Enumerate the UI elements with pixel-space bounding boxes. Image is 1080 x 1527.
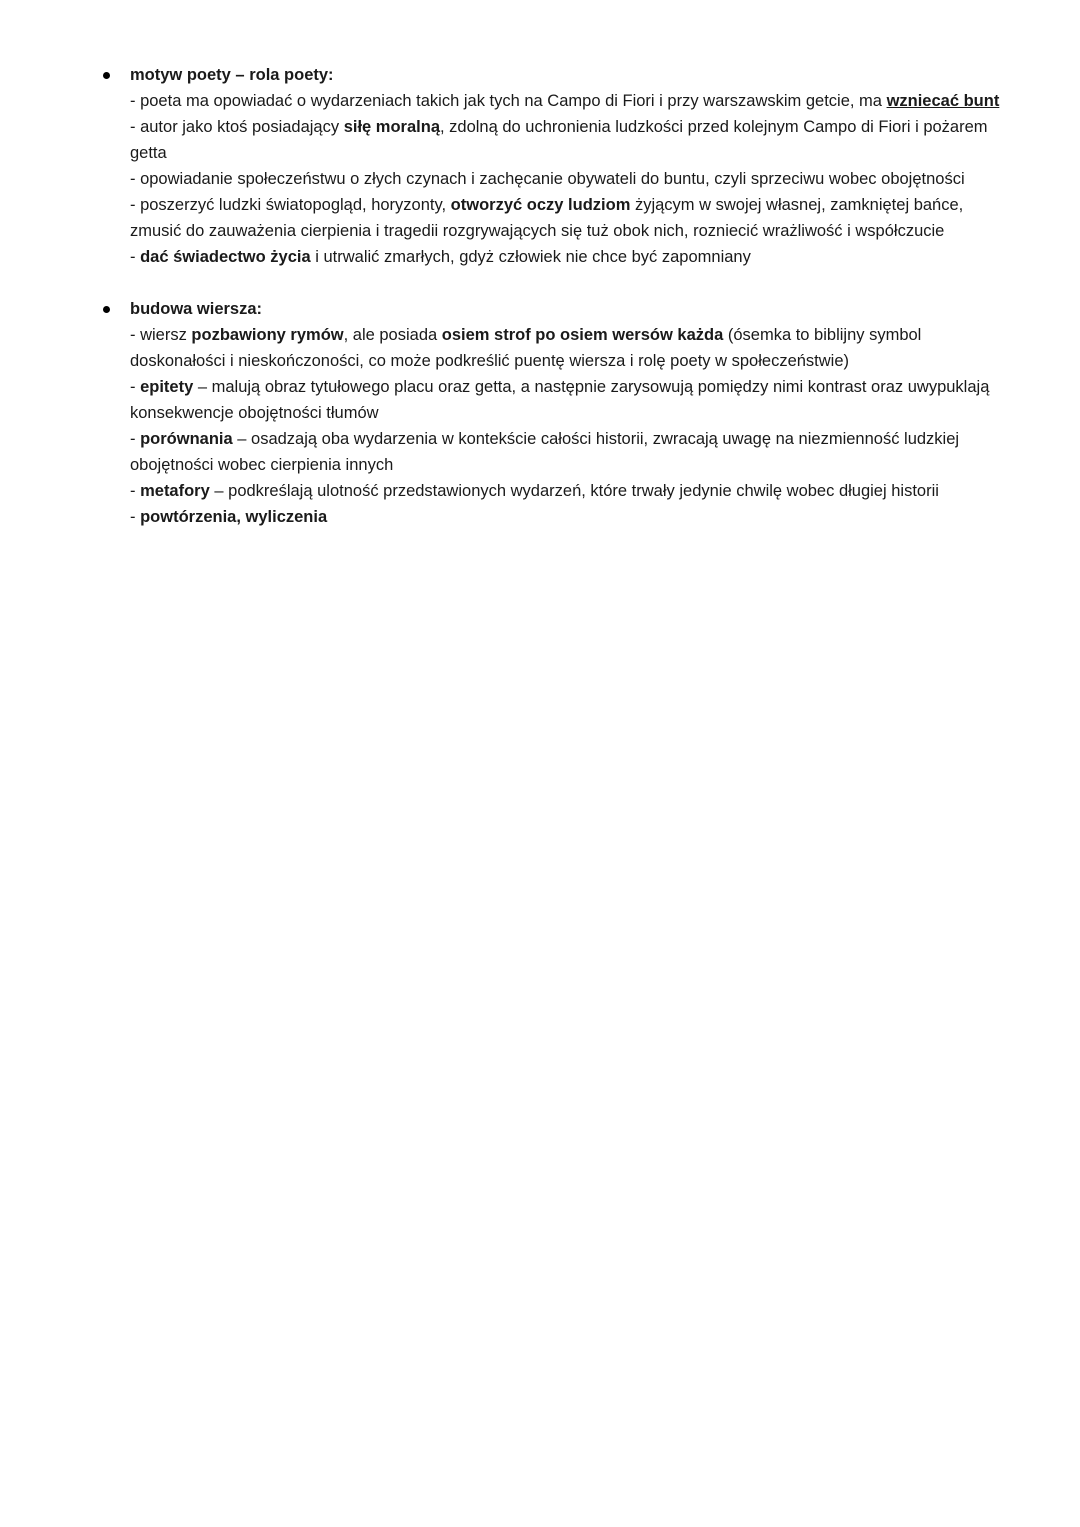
text-run: żyjącym w swojej własnej, zamkniętej bańce, zmusić do zauważenia cierpienia i tragedii rozgrywających się tuż obok nich, rozniecić wrażliwość i współczucie [130, 196, 968, 240]
bullet-heading: motyw poety – rola poety: [130, 66, 334, 84]
text-run: - poeta ma opowiadać o wydarzeniach takich jak tych na Campo di Fiori i przy warszawskim getcie, ma [130, 92, 887, 110]
list-item-text [130, 88, 1016, 114]
text-run: otworzyć oczy ludziom [450, 196, 631, 214]
text-run: - [130, 430, 141, 448]
bullet-body [130, 62, 1016, 270]
bullet-icon [103, 296, 130, 313]
list-item-text [130, 478, 1016, 504]
list-item-text [130, 504, 1016, 530]
text-run: (ósemka to biblijny symbol doskonałości i nieskończoności, co może podkreślić puentę wiersza i rolę poety w społeczeństwie) [130, 326, 926, 370]
text-run: siłę moralną [343, 118, 440, 136]
bullet-list [103, 62, 1016, 530]
text-run: i utrwalić zmarłych, gdyż człowiek nie chce być zapomniany [310, 248, 751, 266]
text-run: – osadzają oba wydarzenia w kontekście całości historii, zwracają uwagę na niezmienność ludzkiej obojętności wobec cierpienia innych [130, 430, 964, 474]
list-item-text [130, 322, 1016, 374]
text-run: wzniecać bunt [886, 92, 1000, 110]
text-run: dać świadectwo życia [140, 248, 311, 266]
text-run: – malują obraz tytułowego placu oraz getta, a następnie zarysowują pomiędzy nimi kontrast oraz uwypuklają konsekwencje obojętności tłumów [130, 378, 994, 422]
list-item-text [130, 192, 1016, 244]
list-item-text [130, 426, 1016, 478]
bullet-item [103, 296, 1016, 530]
text-run: - [130, 482, 141, 500]
text-run: - opowiadanie społeczeństwu o złych czynach i zachęcanie obywateli do buntu, czyli sprzeciwu wobec obojętności [130, 170, 965, 188]
text-run: osiem strof po osiem wersów każda [441, 326, 724, 344]
text-run: powtórzenia, wyliczenia [140, 508, 328, 526]
text-run: metafory [140, 482, 210, 500]
text-run: porównania [140, 430, 233, 448]
text-run: - [130, 378, 141, 396]
text-run: - autor jako ktoś posiadający [130, 118, 344, 136]
text-run: - poszerzyć ludzki światopogląd, horyzonty, [130, 196, 451, 214]
text-run: – podkreślają ulotność przedstawionych wydarzeń, które trwały jedynie chwilę wobec długiej historii [209, 482, 939, 500]
list-item-text [130, 244, 1016, 270]
list-item-text [130, 374, 1016, 426]
text-run: - [130, 508, 141, 526]
bullet-item [103, 62, 1016, 270]
text-run: - [130, 248, 141, 266]
bullet-icon [103, 62, 130, 79]
text-run: , zdolną do uchronienia ludzkości przed kolejnym Campo di Fiori i pożarem getta [130, 118, 993, 162]
list-item-text [130, 166, 1016, 192]
list-item-text [130, 114, 1016, 166]
text-run: pozbawiony rymów [191, 326, 344, 344]
bullet-body [130, 296, 1016, 530]
text-run: epitety [140, 378, 194, 396]
text-run: - wiersz [130, 326, 192, 344]
bullet-heading: budowa wiersza: [130, 300, 263, 318]
text-run: , ale posiada [343, 326, 442, 344]
